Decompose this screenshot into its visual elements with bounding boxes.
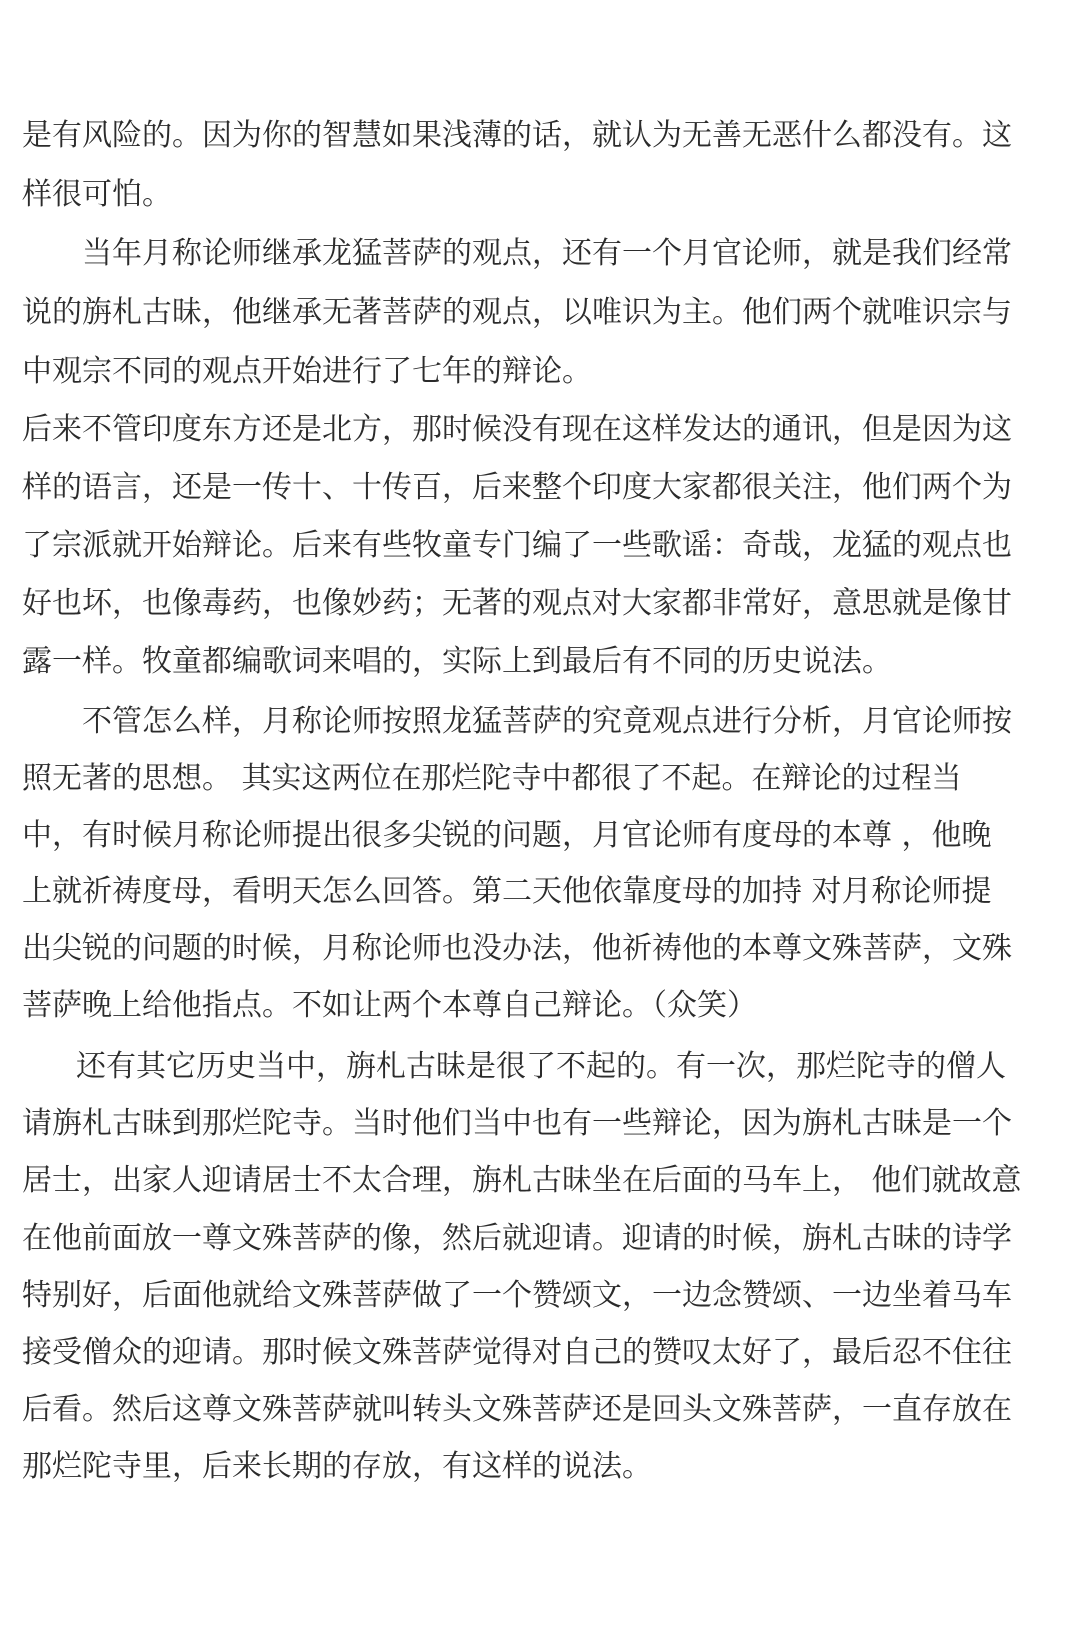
text-line: 好也坏，也像毒药，也像妙药；无著的观点对大家都非常好，意思就是像甘 — [22, 586, 1012, 621]
text-line: 后看。然后这尊文殊菩萨就叫转头文殊菩萨还是回头文殊菩萨，一直存放在 — [22, 1392, 1012, 1427]
paragraph-first-line: 当年月称论师继承龙猛菩萨的观点，还有一个月官论师，就是我们经常 — [82, 236, 1012, 271]
text-line: 中，有时候月称论师提出很多尖锐的问题，月官论师有度母的本尊 ，他晚 — [22, 818, 992, 853]
text-line: 出尖锐的问题的时候，月称论师也没办法，他祈祷他的本尊文殊菩萨，文殊 — [22, 931, 1012, 966]
text-line: 样的语言，还是一传十、十传百，后来整个印度大家都很关注，他们两个为 — [22, 470, 1012, 505]
text-line: 居士，出家人迎请居士不太合理，旃札古昧坐在后面的马车上， 他们就故意 — [22, 1163, 1022, 1198]
text-line: 菩萨晚上给他指点。不如让两个本尊自己辩论。（众笑） — [22, 988, 757, 1023]
text-line: 请旃札古昧到那烂陀寺。当时他们当中也有一些辩论，因为旃札古昧是一个 — [22, 1106, 1012, 1141]
text-line: 特别好，后面他就给文殊菩萨做了一个赞颂文，一边念赞颂、一边坐着马车 — [22, 1278, 1012, 1313]
text-line: 在他前面放一尊文殊菩萨的像，然后就迎请。迎请的时候，旃札古昧的诗学 — [22, 1221, 1012, 1256]
text-line: 那烂陀寺里，后来长期的存放，有这样的说法。 — [22, 1449, 652, 1484]
paragraph-first-line: 后来不管印度东方还是北方，那时候没有现在这样发达的通讯，但是因为这 — [22, 412, 1012, 447]
text-line: 照无著的思想。 其实这两位在那烂陀寺中都很了不起。在辩论的过程当 — [22, 761, 962, 796]
paragraph-first-line: 不管怎么样，月称论师按照龙猛菩萨的究竟观点进行分析，月官论师按 — [82, 704, 1012, 739]
text-line: 样很可怕。 — [22, 177, 172, 212]
text-line: 说的旃札古昧，他继承无著菩萨的观点，以唯识为主。他们两个就唯识宗与 — [22, 295, 1012, 330]
text-line: 接受僧众的迎请。那时候文殊菩萨觉得对自己的赞叹太好了，最后忍不住往 — [22, 1335, 1012, 1370]
text-line: 是有风险的。因为你的智慧如果浅薄的话，就认为无善无恶什么都没有。这 — [22, 118, 1012, 153]
text-line: 上就祈祷度母，看明天怎么回答。第二天他依靠度母的加持 对月称论师提 — [22, 874, 992, 909]
paragraph-first-line: 还有其它历史当中，旃札古昧是很了不起的。有一次，那烂陀寺的僧人 — [76, 1049, 1006, 1084]
text-line: 中观宗不同的观点开始进行了七年的辩论。 — [22, 354, 592, 389]
text-line: 露一样。牧童都编歌词来唱的，实际上到最后有不同的历史说法。 — [22, 644, 892, 679]
text-line: 了宗派就开始辩论。后来有些牧童专门编了一些歌谣：奇哉，龙猛的观点也 — [22, 528, 1012, 563]
